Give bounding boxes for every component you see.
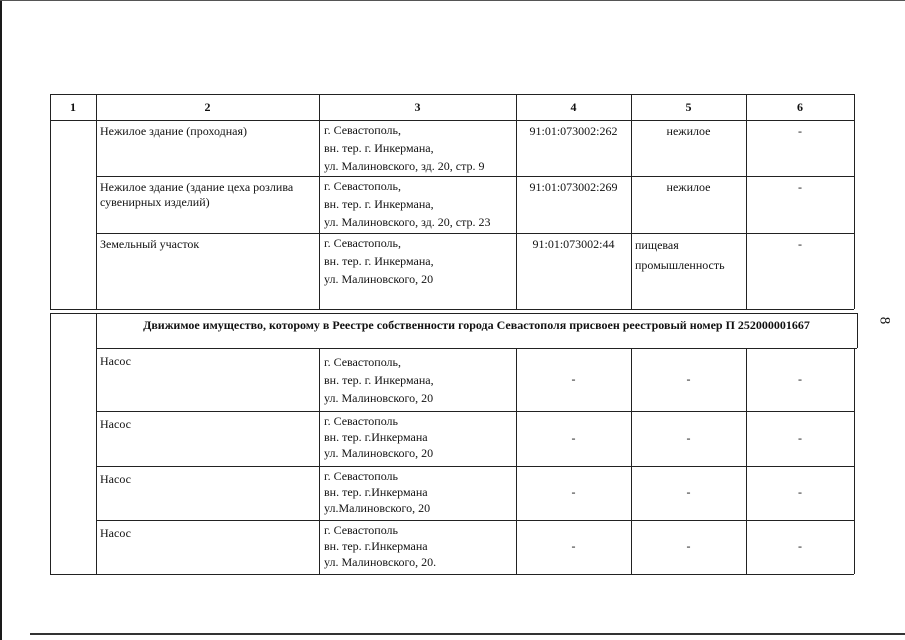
header-cell-1: 1 — [70, 100, 76, 114]
column-divider — [631, 348, 632, 574]
column-divider — [319, 348, 320, 574]
property-address: г. Севастополь, вн. тер. г. Инкермана, ул. Малиновского, 20 — [324, 236, 434, 286]
property-purpose: пищевая промышленность — [635, 238, 725, 272]
header-cell-6: 6 — [797, 100, 803, 114]
cadastral-number: - — [571, 539, 576, 553]
banner-bottom-border — [96, 348, 857, 349]
cadastral-number: 91:01:073002:269 — [529, 180, 618, 194]
property-address: г. Севастополь вн. тер. г.Инкермана ул. Малиновского, 20 — [324, 414, 434, 460]
page-bottom-edge — [30, 633, 905, 635]
row-divider — [96, 233, 854, 234]
column-divider — [50, 94, 51, 309]
property-address: г. Севастополь, вн. тер. г. Инкермана, ул. Малиновского, зд. 20, стр. 23 — [324, 179, 491, 229]
property-purpose: - — [686, 485, 691, 499]
cadastral-number: - — [571, 371, 576, 386]
property-purpose: - — [686, 430, 691, 445]
movable-section-title: Движимое имущество, которому в Реестре собственности города Севастополя присвоен реестровый номер П 252000001667 — [143, 318, 810, 332]
column-divider — [631, 94, 632, 309]
header-cell-2: 2 — [204, 100, 211, 114]
property-note: - — [798, 124, 802, 138]
banner-right-border — [857, 313, 858, 348]
property-note: - — [798, 430, 802, 445]
column-divider — [96, 94, 97, 309]
property-purpose: нежилое — [666, 124, 711, 138]
header-cell-5: 5 — [685, 100, 692, 114]
page-number: 8 — [876, 316, 893, 325]
cadastral-number: - — [571, 430, 576, 445]
page-top-edge — [0, 0, 905, 1]
column-divider — [50, 313, 51, 574]
property-name: Насос — [100, 417, 131, 431]
header-cell-3: 3 — [414, 100, 421, 114]
row-divider — [96, 176, 854, 177]
property-name: Земельный участок — [100, 237, 200, 251]
property-address: г. Севастополь вн. тер. г.Инкермана ул. Малиновского, 20. — [324, 523, 437, 569]
property-address: г. Севастополь, вн. тер. г. Инкермана, ул. Малиновского, 20 — [324, 355, 434, 405]
property-purpose: - — [686, 539, 691, 553]
cadastral-number: 91:01:073002:262 — [529, 124, 618, 138]
column-divider — [516, 94, 517, 309]
row-divider — [96, 466, 854, 467]
property-note: - — [798, 539, 802, 553]
property-name: Нежилое здание (проходная) — [100, 124, 247, 138]
banner-left-border — [96, 313, 97, 348]
property-note: - — [798, 371, 802, 386]
banner-top-border — [50, 313, 857, 314]
property-address: г. Севастополь вн. тер. г.Инкермана ул.Малиновского, 20 — [324, 469, 431, 515]
header-cell-4: 4 — [570, 100, 577, 114]
column-divider — [746, 348, 747, 574]
column-divider — [516, 348, 517, 574]
property-name: Насос — [100, 472, 131, 486]
column-divider — [854, 348, 855, 574]
column-divider — [319, 94, 320, 309]
column-divider — [854, 94, 855, 309]
row-divider — [96, 411, 854, 412]
row-divider — [96, 520, 854, 521]
immovable-bottom-border — [50, 309, 854, 310]
cadastral-number: 91:01:073002:44 — [532, 237, 615, 251]
property-purpose: - — [686, 371, 691, 386]
property-note: - — [798, 485, 802, 499]
page-left-edge — [0, 0, 2, 640]
property-name: Насос — [100, 526, 131, 540]
property-name: Нежилое здание (здание цеха розлива сувенирных изделий) — [100, 180, 294, 209]
property-purpose: нежилое — [666, 180, 711, 194]
cadastral-number: - — [571, 485, 576, 499]
property-name: Насос — [100, 354, 131, 368]
property-address: г. Севастополь, вн. тер. г. Инкермана, ул. Малиновского, зд. 20, стр. 9 — [324, 123, 485, 173]
column-divider — [96, 348, 97, 574]
column-divider — [746, 94, 747, 309]
property-note: - — [798, 237, 802, 251]
header-bottom-border — [50, 120, 854, 121]
table-top-border — [50, 94, 854, 95]
table-bottom-border — [50, 574, 854, 575]
property-note: - — [798, 180, 802, 194]
